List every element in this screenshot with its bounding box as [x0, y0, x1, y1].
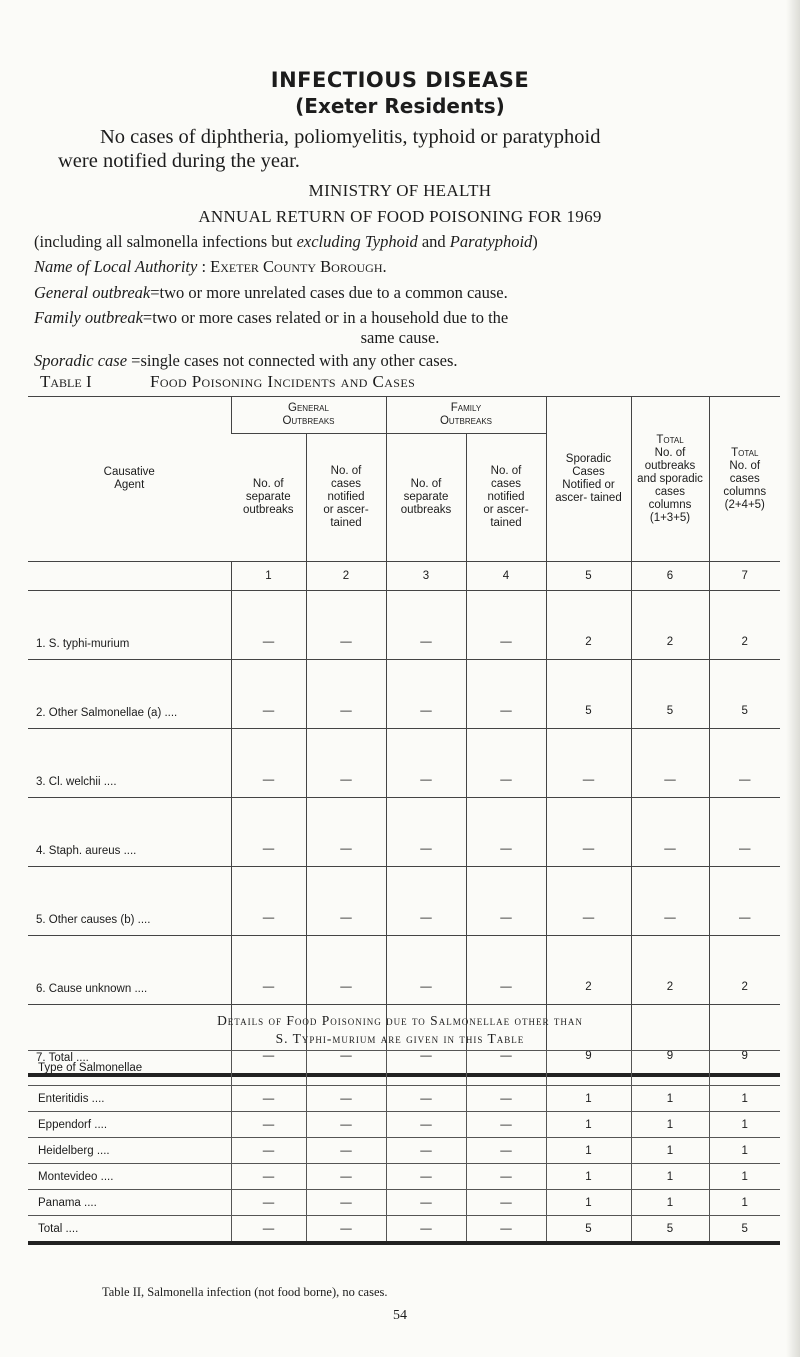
- table-cell: —: [306, 660, 386, 729]
- including-note: (including all salmonella infections but excluding Typhoid and Paratyphoid): [34, 232, 538, 251]
- table-cell: —: [306, 1005, 386, 1076]
- table-cell: —: [386, 936, 466, 1005]
- page-heading: INFECTIOUS DISEASE: [270, 68, 530, 92]
- table-cell: —: [466, 1216, 546, 1244]
- table-cell: —: [231, 1164, 306, 1190]
- table-cell: —: [231, 591, 306, 660]
- row-label: Enteritidis ....: [28, 1086, 231, 1112]
- total-outbreaks-caption: Total: [656, 433, 684, 446]
- header-family-separate: No. of separate outbreaks: [386, 434, 466, 562]
- table-cell: —: [231, 798, 306, 867]
- column-number: 7: [709, 562, 780, 591]
- table-cell: —: [231, 1216, 306, 1244]
- header-total-cases: [709, 397, 780, 562]
- table-cell: 5: [631, 660, 709, 729]
- table-cell: 5: [546, 1216, 631, 1244]
- row-label: 2. Other Salmonellae (a) ....: [28, 660, 231, 729]
- table-cell: —: [466, 1190, 546, 1216]
- table-cell: —: [709, 867, 780, 936]
- table-cell: 1: [546, 1086, 631, 1112]
- row-label: Montevideo ....: [28, 1164, 231, 1190]
- table-cell: —: [231, 1112, 306, 1138]
- empty-cell: [28, 562, 231, 591]
- table-cell: 1: [631, 1112, 709, 1138]
- table-cell: —: [386, 1164, 466, 1190]
- table-cell: 2: [546, 591, 631, 660]
- table-cell: —: [306, 936, 386, 1005]
- table-cell: —: [386, 1005, 466, 1076]
- table-cell: —: [631, 729, 709, 798]
- table-cell: —: [709, 729, 780, 798]
- details-heading-line1: Details of Food Poisoning due to Salmonellae other than: [217, 1013, 583, 1028]
- table-cell: 1: [546, 1112, 631, 1138]
- table-cell: 1: [709, 1164, 780, 1190]
- table-row: [28, 1138, 780, 1164]
- column-number: 1: [231, 562, 306, 591]
- salmonellae-header-row: [28, 1051, 780, 1086]
- row-label: Eppendorf ....: [28, 1112, 231, 1138]
- table-cell: —: [386, 1190, 466, 1216]
- table-cell: 9: [709, 1005, 780, 1076]
- table-cell: —: [466, 1112, 546, 1138]
- table-row: [28, 1086, 780, 1112]
- table-cell: —: [466, 1005, 546, 1076]
- table-cell: —: [709, 798, 780, 867]
- table-cell: 1: [631, 1086, 709, 1112]
- table-cell: —: [546, 867, 631, 936]
- table-cell: —: [306, 867, 386, 936]
- table-cell: —: [386, 1086, 466, 1112]
- table-cell: —: [231, 1005, 306, 1076]
- table-cell: —: [306, 798, 386, 867]
- table-cell: —: [631, 798, 709, 867]
- table-cell: —: [466, 1086, 546, 1112]
- table-row: [28, 936, 780, 1005]
- column-number: 5: [546, 562, 631, 591]
- table-cell: —: [386, 591, 466, 660]
- family-outbreak-definition-cont: same cause.: [360, 328, 440, 347]
- table-cell: 2: [631, 591, 709, 660]
- table-cell: —: [546, 798, 631, 867]
- table-cell: —: [306, 591, 386, 660]
- table-row: [28, 798, 780, 867]
- general-outbreak-definition: General outbreak=two or more unrelated cases due to a common cause.: [34, 283, 508, 302]
- table-cell: —: [466, 660, 546, 729]
- table-cell: 1: [546, 1138, 631, 1164]
- table-cell: 9: [546, 1005, 631, 1076]
- page-number: 54: [393, 1308, 407, 1323]
- header-general-outbreaks: General Outbreaks: [231, 397, 386, 434]
- table-cell: 2: [546, 936, 631, 1005]
- table-cell: 5: [709, 660, 780, 729]
- total-outbreaks-text: No. of outbreaks and sporadic cases columns (1+3+5): [637, 446, 703, 524]
- table-cell: 2: [709, 936, 780, 1005]
- row-label: Panama ....: [28, 1190, 231, 1216]
- table-cell: —: [386, 1112, 466, 1138]
- total-cases-caption: Total: [731, 446, 759, 459]
- table-row: [28, 1112, 780, 1138]
- table-cell: 1: [631, 1190, 709, 1216]
- table-cell: —: [231, 729, 306, 798]
- table-cell: —: [386, 660, 466, 729]
- salmonellae-table: [28, 1050, 780, 1245]
- row-label: 5. Other causes (b) ....: [28, 867, 231, 936]
- intro-line-2: were notified during the year.: [58, 150, 300, 172]
- table-cell: —: [466, 729, 546, 798]
- intro-line-1: No cases of diphtheria, poliomyelitis, typhoid or paratyphoid: [100, 126, 601, 148]
- table-cell: —: [386, 867, 466, 936]
- table-cell: 1: [631, 1164, 709, 1190]
- header-causative-agent: Causative Agent: [28, 397, 231, 562]
- table-cell: 1: [709, 1138, 780, 1164]
- table-cell: —: [231, 1138, 306, 1164]
- table1-title: Food Poisoning Incidents and Cases: [150, 372, 416, 391]
- table-cell: 1: [546, 1190, 631, 1216]
- table-cell: 1: [709, 1112, 780, 1138]
- row-label: 6. Cause unknown ....: [28, 936, 231, 1005]
- family-outbreak-definition: Family outbreak=two or more cases related or in a household due to the: [34, 308, 509, 327]
- header-sporadic-cases: Sporadic Cases Notified or ascer- tained: [546, 397, 631, 562]
- row-label: 3. Cl. welchii ....: [28, 729, 231, 798]
- table-cell: —: [231, 660, 306, 729]
- table-cell: 5: [709, 1216, 780, 1244]
- header-family-cases: No. of cases notified or ascer- tained: [466, 434, 546, 562]
- table-cell: —: [231, 936, 306, 1005]
- table-cell: 2: [709, 591, 780, 660]
- header-general-separate: No. of separate outbreaks: [242, 478, 294, 516]
- table-cell: —: [231, 1190, 306, 1216]
- table-cell: 5: [631, 1216, 709, 1244]
- table1-label: Table I: [40, 372, 92, 391]
- table-cell: 1: [709, 1190, 780, 1216]
- table-cell: —: [386, 1138, 466, 1164]
- column-number: 6: [631, 562, 709, 591]
- table-cell: —: [466, 1164, 546, 1190]
- table-cell: —: [306, 1164, 386, 1190]
- page-edge-shadow: [786, 0, 800, 1357]
- column-number-row: [28, 562, 780, 591]
- sporadic-case-definition: Sporadic case =single cases not connected with any other cases.: [34, 351, 458, 370]
- column-number: 2: [306, 562, 386, 591]
- row-label: 7. Total ....: [28, 1005, 231, 1076]
- table-cell: —: [546, 729, 631, 798]
- table-row: [28, 1190, 780, 1216]
- table-cell: —: [466, 798, 546, 867]
- footnote: Table II, Salmonella infection (not food borne), no cases.: [102, 1285, 388, 1299]
- table-cell: 1: [709, 1086, 780, 1112]
- table-cell: —: [466, 591, 546, 660]
- table-row: [28, 1164, 780, 1190]
- column-number: 3: [386, 562, 466, 591]
- row-label: Total ....: [28, 1216, 231, 1244]
- header-general-cases: No. of cases notified or ascer- tained: [306, 434, 386, 562]
- table-cell: —: [306, 1216, 386, 1244]
- table-cell: —: [306, 1086, 386, 1112]
- table-cell: —: [466, 936, 546, 1005]
- table-row: [28, 660, 780, 729]
- table-row: [28, 729, 780, 798]
- table-cell: —: [231, 867, 306, 936]
- page-subheading: (Exeter Residents): [295, 94, 505, 118]
- details-heading-line2: S. Typhi-murium are given in this Table: [275, 1031, 525, 1046]
- local-authority: Name of Local Authority : Exeter County Borough.: [34, 257, 387, 276]
- table-cell: 1: [631, 1138, 709, 1164]
- table-cell: —: [306, 729, 386, 798]
- header-type-of-salmonellae: Type of Salmonellae: [28, 1051, 231, 1086]
- row-label: 1. S. typhi-murium: [28, 591, 231, 660]
- row-label: Heidelberg ....: [28, 1138, 231, 1164]
- table-cell: —: [306, 1112, 386, 1138]
- table-cell: —: [386, 1216, 466, 1244]
- column-number: 4: [466, 562, 546, 591]
- total-cases-text: No. of cases columns (2+4+5): [723, 459, 767, 511]
- table-cell: —: [386, 729, 466, 798]
- table-cell: —: [631, 867, 709, 936]
- header-total-outbreaks: [631, 397, 709, 562]
- row-label: 4. Staph. aureus ....: [28, 798, 231, 867]
- table-cell: —: [386, 798, 466, 867]
- ministry-title: MINISTRY OF HEALTH: [308, 181, 492, 200]
- table-cell: 5: [546, 660, 631, 729]
- food-poisoning-table: [28, 396, 780, 1077]
- table-cell: 2: [631, 936, 709, 1005]
- table-cell: —: [306, 1190, 386, 1216]
- table-row: [28, 867, 780, 936]
- annual-return-title: ANNUAL RETURN OF FOOD POISONING FOR 1969: [198, 207, 602, 226]
- table-cell: 9: [631, 1005, 709, 1076]
- table-cell: —: [306, 1138, 386, 1164]
- table-row: [28, 1216, 780, 1244]
- table-cell: —: [466, 867, 546, 936]
- table-cell: 1: [546, 1164, 631, 1190]
- table-cell: —: [466, 1138, 546, 1164]
- table-cell: —: [231, 1086, 306, 1112]
- header-family-outbreaks: Family Outbreaks: [386, 397, 546, 434]
- table-row: [28, 591, 780, 660]
